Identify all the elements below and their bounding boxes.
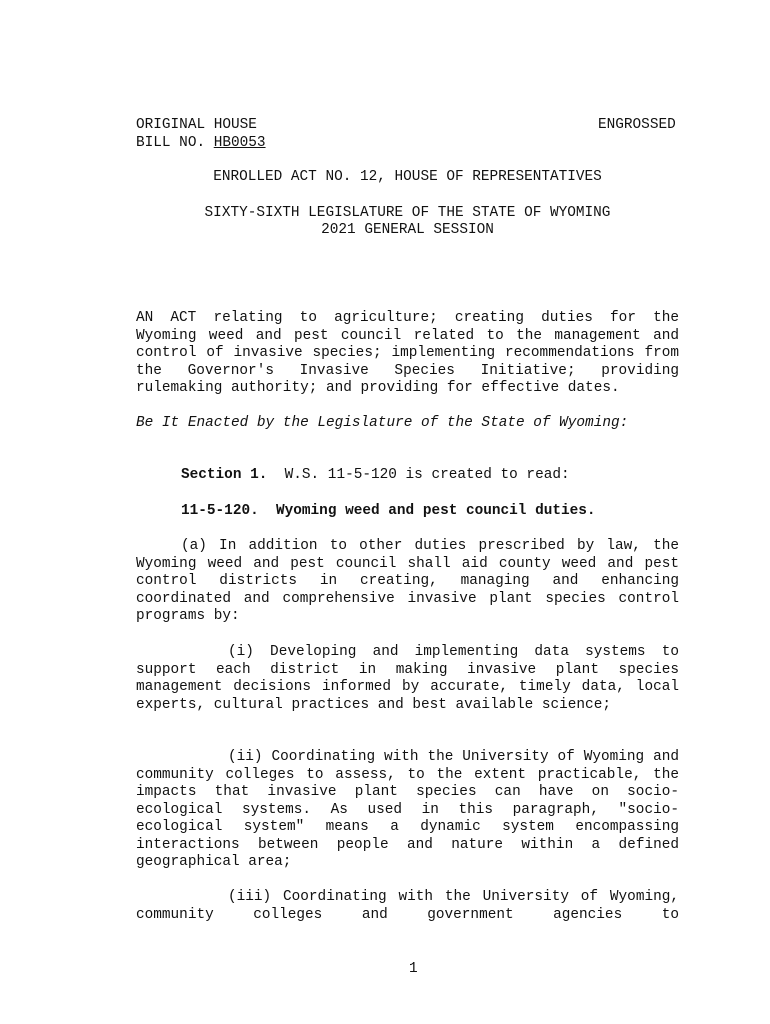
statute-number: 11-5-120. [181,503,259,519]
bill-number-link: HB0053 [213,135,266,151]
statute-heading [136,503,679,521]
act-intro: AN ACT relating to agriculture; creating duties for the Wyoming weed and pest council related to the management and control of invasive species; implementing recommendations from the Governor's Invasive Species Initiative; providing rulemaking authority; and providing for effective dates. [136,310,679,396]
original-house-label: ORIGINAL HOUSE [136,117,257,133]
session-title: 2021 GENERAL SESSION [321,222,494,238]
enacting-clause: Be It Enacted by the Legislature of the State of Wyoming: [136,415,629,431]
paragraph-ii: (ii) Coordinating with the University of Wyoming and community colleges to assess, to the extent practicable, the impacts that invasive plant species can have on socio-ecological systems. As used in this paragraph, "socio-ecological system" means a dynamic system encompassing interactions between people and nature within a defined geographical area; [136,749,679,870]
subsection-a: (a) In addition to other duties prescribed by law, the Wyoming weed and pest council shall aid county weed and pest control districts in creating, managing and enhancing coordinated and comprehensive invasive plant species control programs by: [136,538,679,624]
section-1 [136,467,679,485]
bill-number-line [136,135,266,153]
engrossed-label: ENGROSSED [598,117,676,133]
legislature-title: SIXTY-SIXTH LEGISLATURE OF THE STATE OF WYOMING [204,205,611,221]
statute-title: Wyoming weed and pest council duties. [258,503,596,519]
page-number: 1 [409,961,418,977]
paragraph-iii: (iii) Coordinating with the University of Wyoming, community colleges and government agencies to [136,889,679,923]
section-1-text: W.S. 11-5-120 is created to read: [267,467,570,483]
paragraph-i: (i) Developing and implementing data systems to support each district in making invasive plant species management decisions informed by accurate, timely data, local experts, cultural practices and best available science; [136,644,679,713]
section-1-label: Section 1. [181,467,268,483]
bill-no-label: BILL NO. [136,135,214,151]
enrolled-act-title: ENROLLED ACT NO. 12, HOUSE OF REPRESENTATIVES [213,169,602,185]
